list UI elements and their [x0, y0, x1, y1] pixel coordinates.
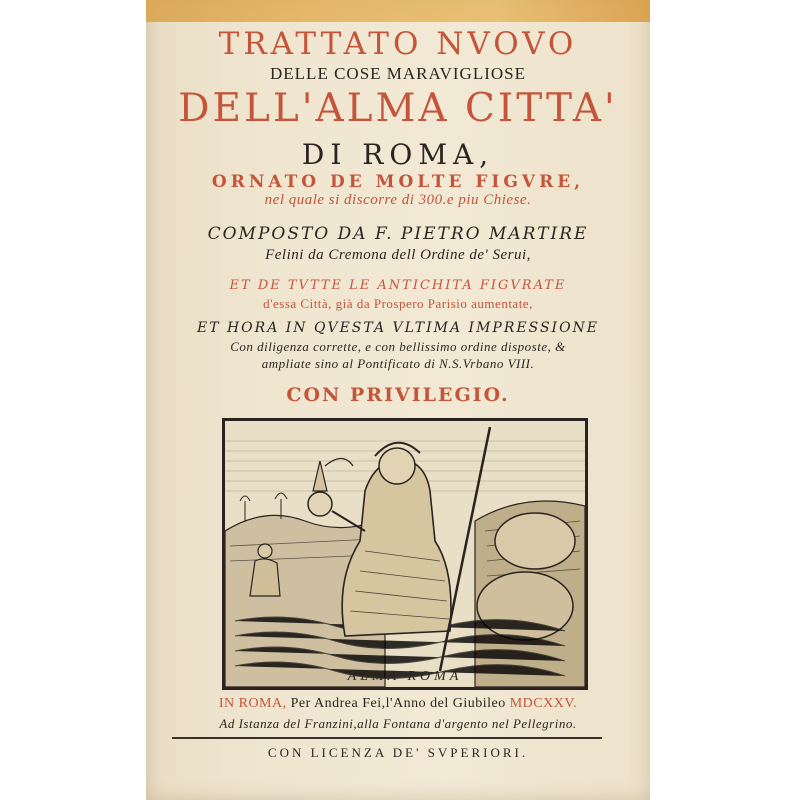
imprint-place: IN ROMA,: [218, 696, 287, 711]
title-line-4: DI ROMA,: [301, 138, 495, 171]
woodcut-caption: ALMA ROMA: [347, 669, 463, 684]
paper-stain: [146, 0, 650, 22]
imprint-line-2: Ad Istanza del Franzini,alla Fontana d'argento nel Pellegrino.: [219, 716, 577, 731]
antiquities-line-2: d'essa Città, già da Prospero Parisio aumentate,: [263, 296, 533, 311]
imprint-year: MDCXXV.: [509, 696, 578, 711]
title-line-5: ORNATO DE MOLTE FIGVRE,: [211, 172, 585, 192]
edition-line-2: Con diligenza corrette, e con bellissimo ordine disposte, &: [230, 339, 566, 354]
privilege-line: CON PRIVILEGIO.: [286, 384, 510, 406]
title-line-1: TRATTATO NVOVO: [218, 26, 578, 62]
woodcut-roma-figure: [225, 421, 585, 687]
title-line-3: DELL'ALMA CITTA': [178, 86, 618, 131]
antiquities-line-1: ET DE TVTTE LE ANTICHITA FIGVRATE: [229, 278, 567, 293]
edition-line-3: ampliate sino al Pontificato di N.S.Vrbano VIII.: [261, 356, 535, 371]
author-line-1: COMPOSTO DA F. PIETRO MARTIRE: [207, 224, 589, 244]
divider-rule: [172, 737, 602, 739]
edition-line-1: ET HORA IN QVESTA VLTIMA IMPRESSIONE: [196, 320, 600, 336]
title-line-2: DELLE COSE MARAVIGLIOSE: [270, 64, 526, 83]
imprint-printer: Per Andrea Fei,l'Anno del Giubileo: [290, 696, 506, 711]
woodcut-illustration: [222, 418, 588, 690]
title-line-6: nel quale si discorre di 300.e piu Chiese.: [264, 192, 532, 208]
imprint-line-1: [146, 696, 650, 712]
author-line-2: Felini da Cremona dell Ordine de' Serui,: [265, 247, 531, 263]
license-line: CON LICENZA DE' SVPERIORI.: [267, 745, 529, 760]
